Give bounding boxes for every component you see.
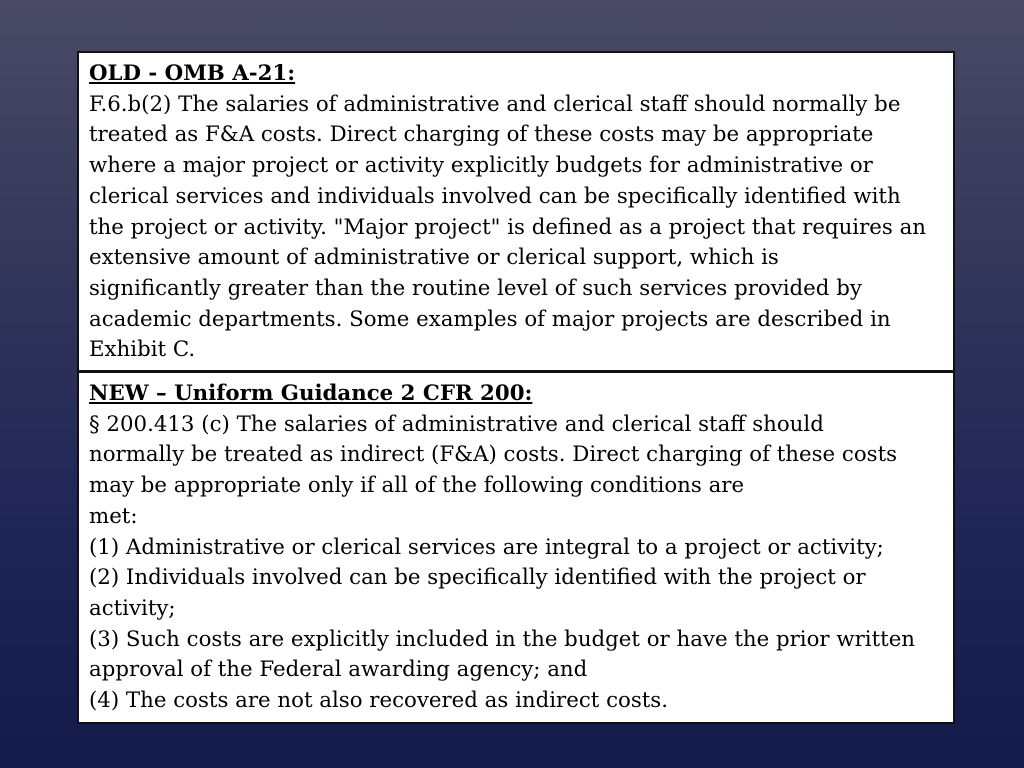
new-condition-1: (1) Administrative or clerical services are integral to a project or activity; [89,534,884,560]
new-condition-3: (3) Such costs are explicitly included in the budget or have the prior written [89,626,916,652]
new-condition-4: (4) The costs are not also recovered as indirect costs. [89,688,669,714]
comparison-table [77,51,955,724]
old-text-line-6: extensive amount of administrative or clerical support, which is [89,245,779,271]
new-condition-3-cont: approval of the Federal awarding agency; and [89,657,588,683]
old-text-line-7: significantly greater than the routine level of such services provided by [89,275,862,301]
new-text-line-3: may be appropriate only if all of the following conditions are [89,473,745,499]
old-text-line-5: the project or activity. "Major project" is defined as a project that requires an [89,214,926,240]
old-omb-a21-cell [79,53,953,373]
old-text-line-9: Exhibit C. [89,337,196,363]
new-uniform-guidance-cell [79,373,953,722]
old-text-line-2: treated as F&A costs. Direct charging of these costs may be appropriate [89,122,874,148]
old-text-line-8: academic departments. Some examples of major projects are described in [89,306,891,332]
new-text-line-4: met: [89,503,138,529]
new-text-line-2: normally be treated as indirect (F&A) costs. Direct charging of these costs [89,442,898,468]
new-heading: NEW – Uniform Guidance 2 CFR 200: [89,381,533,406]
new-condition-2-cont: activity; [89,595,176,621]
new-text-line-1: § 200.413 (c) The salaries of administrative and clerical staff should [89,411,824,437]
old-text-line-3: where a major project or activity explicitly budgets for administrative or [89,153,873,179]
old-heading: OLD - OMB A-21: [89,61,296,86]
old-text-line-1: F.6.b(2) The salaries of administrative and clerical staff should normally be [89,91,901,117]
new-condition-2: (2) Individuals involved can be specifically identified with the project or [89,565,866,591]
old-text-line-4: clerical services and individuals involved can be specifically identified with [89,183,901,209]
